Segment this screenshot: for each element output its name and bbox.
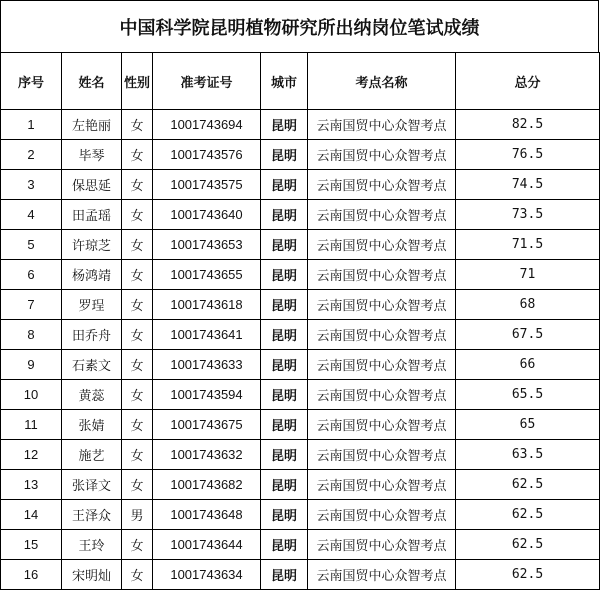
cell-gender[interactable]: 女: [122, 320, 153, 350]
cell-city[interactable]: 昆明: [261, 110, 308, 140]
cell-city[interactable]: 昆明: [261, 560, 308, 590]
cell-total-score[interactable]: 66: [456, 350, 600, 380]
cell-ticket-number[interactable]: 1001743694: [153, 110, 261, 140]
cell-exam-site[interactable]: 云南国贸中心众智考点: [308, 140, 456, 170]
table-row: [1, 200, 600, 230]
cell-exam-site[interactable]: 云南国贸中心众智考点: [308, 320, 456, 350]
cell-exam-site[interactable]: 云南国贸中心众智考点: [308, 470, 456, 500]
cell-ticket-number[interactable]: 1001743634: [153, 560, 261, 590]
cell-index[interactable]: 1: [1, 110, 62, 140]
cell-name[interactable]: 施艺: [62, 440, 122, 470]
cell-total-score[interactable]: 67.5: [456, 320, 600, 350]
cell-name[interactable]: 毕琴: [62, 140, 122, 170]
cell-gender[interactable]: 女: [122, 350, 153, 380]
cell-city[interactable]: 昆明: [261, 170, 308, 200]
cell-total-score[interactable]: 71.5: [456, 230, 600, 260]
cell-index[interactable]: 2: [1, 140, 62, 170]
cell-name[interactable]: 保思延: [62, 170, 122, 200]
header-index[interactable]: 序号: [1, 53, 62, 110]
cell-gender[interactable]: 女: [122, 200, 153, 230]
cell-name[interactable]: 石素文: [62, 350, 122, 380]
cell-name[interactable]: 宋明灿: [62, 560, 122, 590]
cell-gender[interactable]: 女: [122, 230, 153, 260]
cell-ticket-number[interactable]: 1001743640: [153, 200, 261, 230]
table-body: [1, 110, 600, 590]
cell-total-score[interactable]: 65.5: [456, 380, 600, 410]
cell-ticket-number[interactable]: 1001743644: [153, 530, 261, 560]
cell-name[interactable]: 王玲: [62, 530, 122, 560]
cell-gender[interactable]: 女: [122, 440, 153, 470]
cell-exam-site[interactable]: 云南国贸中心众智考点: [308, 110, 456, 140]
table-row: [1, 320, 600, 350]
table-row: [1, 350, 600, 380]
results-table: [0, 52, 600, 590]
cell-name[interactable]: 田孟瑶: [62, 200, 122, 230]
cell-ticket-number[interactable]: 1001743618: [153, 290, 261, 320]
cell-index[interactable]: 9: [1, 350, 62, 380]
cell-gender[interactable]: 女: [122, 170, 153, 200]
header-exam-site[interactable]: 考点名称: [308, 53, 456, 110]
cell-total-score[interactable]: 68: [456, 290, 600, 320]
cell-exam-site[interactable]: 云南国贸中心众智考点: [308, 290, 456, 320]
cell-gender[interactable]: 女: [122, 470, 153, 500]
cell-total-score[interactable]: 65: [456, 410, 600, 440]
cell-city[interactable]: 昆明: [261, 380, 308, 410]
cell-gender[interactable]: 女: [122, 290, 153, 320]
table-row: [1, 380, 600, 410]
cell-ticket-number[interactable]: 1001743576: [153, 140, 261, 170]
table-row: [1, 530, 600, 560]
cell-ticket-number[interactable]: 1001743641: [153, 320, 261, 350]
cell-name[interactable]: 张译文: [62, 470, 122, 500]
table-row: [1, 140, 600, 170]
cell-total-score[interactable]: 76.5: [456, 140, 600, 170]
cell-total-score[interactable]: 71: [456, 260, 600, 290]
cell-name[interactable]: 张婧: [62, 410, 122, 440]
cell-exam-site[interactable]: 云南国贸中心众智考点: [308, 380, 456, 410]
cell-city[interactable]: 昆明: [261, 200, 308, 230]
cell-total-score[interactable]: 62.5: [456, 500, 600, 530]
cell-name[interactable]: 王泽众: [62, 500, 122, 530]
cell-index[interactable]: 5: [1, 230, 62, 260]
table-row: [1, 260, 600, 290]
table-row: [1, 560, 600, 590]
table-row: [1, 170, 600, 200]
cell-gender[interactable]: 男: [122, 500, 153, 530]
cell-city[interactable]: 昆明: [261, 290, 308, 320]
cell-city[interactable]: 昆明: [261, 320, 308, 350]
table-row: [1, 230, 600, 260]
cell-gender[interactable]: 女: [122, 530, 153, 560]
table-row: [1, 110, 600, 140]
cell-name[interactable]: 罗珵: [62, 290, 122, 320]
cell-index[interactable]: 11: [1, 410, 62, 440]
cell-exam-site[interactable]: 云南国贸中心众智考点: [308, 410, 456, 440]
cell-exam-site[interactable]: 云南国贸中心众智考点: [308, 170, 456, 200]
cell-city[interactable]: 昆明: [261, 230, 308, 260]
cell-total-score[interactable]: 82.5: [456, 110, 600, 140]
cell-ticket-number[interactable]: 1001743675: [153, 410, 261, 440]
cell-index[interactable]: 12: [1, 440, 62, 470]
sheet-title: 中国科学院昆明植物研究所出纳岗位笔试成绩: [0, 0, 599, 52]
cell-exam-site[interactable]: 云南国贸中心众智考点: [308, 230, 456, 260]
table-row: [1, 470, 600, 500]
cell-total-score[interactable]: 62.5: [456, 560, 600, 590]
header-gender[interactable]: 性别: [122, 53, 153, 110]
cell-name[interactable]: 许琼芝: [62, 230, 122, 260]
header-name[interactable]: 姓名: [62, 53, 122, 110]
cell-city[interactable]: 昆明: [261, 530, 308, 560]
table-row: [1, 500, 600, 530]
cell-total-score[interactable]: 74.5: [456, 170, 600, 200]
cell-exam-site[interactable]: 云南国贸中心众智考点: [308, 260, 456, 290]
cell-gender[interactable]: 女: [122, 560, 153, 590]
cell-city[interactable]: 昆明: [261, 410, 308, 440]
header-row: [1, 53, 600, 110]
header-total-score[interactable]: 总分: [456, 53, 600, 110]
cell-ticket-number[interactable]: 1001743648: [153, 500, 261, 530]
cell-index[interactable]: 4: [1, 200, 62, 230]
cell-index[interactable]: 7: [1, 290, 62, 320]
cell-exam-site[interactable]: 云南国贸中心众智考点: [308, 560, 456, 590]
cell-gender[interactable]: 女: [122, 380, 153, 410]
cell-city[interactable]: 昆明: [261, 470, 308, 500]
cell-gender[interactable]: 女: [122, 110, 153, 140]
cell-index[interactable]: 14: [1, 500, 62, 530]
cell-exam-site[interactable]: 云南国贸中心众智考点: [308, 530, 456, 560]
cell-exam-site[interactable]: 云南国贸中心众智考点: [308, 500, 456, 530]
cell-gender[interactable]: 女: [122, 410, 153, 440]
table-row: [1, 410, 600, 440]
cell-exam-site[interactable]: 云南国贸中心众智考点: [308, 440, 456, 470]
cell-name[interactable]: 田乔舟: [62, 320, 122, 350]
cell-city[interactable]: 昆明: [261, 350, 308, 380]
cell-total-score[interactable]: 73.5: [456, 200, 600, 230]
cell-ticket-number[interactable]: 1001743575: [153, 170, 261, 200]
header-city[interactable]: 城市: [261, 53, 308, 110]
cell-total-score[interactable]: 62.5: [456, 470, 600, 500]
cell-ticket-number[interactable]: 1001743655: [153, 260, 261, 290]
cell-ticket-number[interactable]: 1001743632: [153, 440, 261, 470]
cell-total-score[interactable]: 63.5: [456, 440, 600, 470]
cell-total-score[interactable]: 62.5: [456, 530, 600, 560]
cell-index[interactable]: 6: [1, 260, 62, 290]
table-row: [1, 440, 600, 470]
cell-ticket-number[interactable]: 1001743594: [153, 380, 261, 410]
cell-index[interactable]: 16: [1, 560, 62, 590]
cell-ticket-number[interactable]: 1001743633: [153, 350, 261, 380]
cell-name[interactable]: 黄蕊: [62, 380, 122, 410]
cell-city[interactable]: 昆明: [261, 140, 308, 170]
cell-ticket-number[interactable]: 1001743653: [153, 230, 261, 260]
cell-gender[interactable]: 女: [122, 140, 153, 170]
cell-name[interactable]: 左艳丽: [62, 110, 122, 140]
header-ticket-number[interactable]: 准考证号: [153, 53, 261, 110]
cell-city[interactable]: 昆明: [261, 500, 308, 530]
cell-ticket-number[interactable]: 1001743682: [153, 470, 261, 500]
cell-index[interactable]: 8: [1, 320, 62, 350]
cell-exam-site[interactable]: 云南国贸中心众智考点: [308, 350, 456, 380]
table-row: [1, 290, 600, 320]
cell-name[interactable]: 杨鸿靖: [62, 260, 122, 290]
cell-city[interactable]: 昆明: [261, 440, 308, 470]
cell-index[interactable]: 10: [1, 380, 62, 410]
cell-index[interactable]: 3: [1, 170, 62, 200]
cell-gender[interactable]: 女: [122, 260, 153, 290]
cell-exam-site[interactable]: 云南国贸中心众智考点: [308, 200, 456, 230]
cell-index[interactable]: 15: [1, 530, 62, 560]
cell-index[interactable]: 13: [1, 470, 62, 500]
cell-city[interactable]: 昆明: [261, 260, 308, 290]
